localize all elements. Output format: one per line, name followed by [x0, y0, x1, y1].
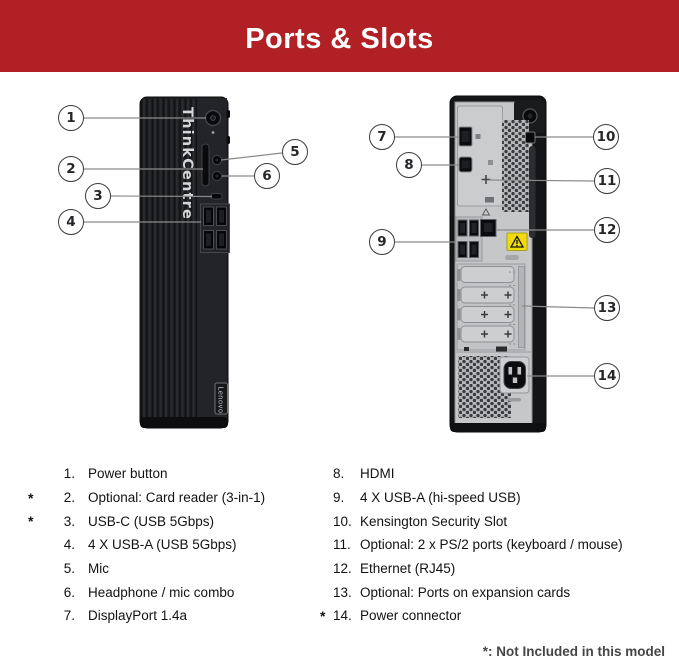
io-shield-plate: [458, 106, 503, 206]
legend-label: Kensington Security Slot: [360, 513, 508, 529]
hdmi-inner: [462, 161, 470, 169]
callout-1-label: 1: [66, 110, 76, 126]
legend-number: 9.: [333, 490, 345, 506]
legend-star: *: [28, 513, 34, 530]
displayport-label-icon: [476, 134, 481, 139]
legend-item-3: [28, 509, 265, 533]
legend-number: 12.: [333, 561, 352, 577]
kensington-security-slot: [526, 132, 536, 143]
card-reader-slot: [202, 144, 209, 186]
legend-number: 4.: [63, 537, 75, 553]
legend-number: 6.: [63, 584, 75, 600]
callout-9-label: 9: [377, 234, 387, 250]
legend-number: 10.: [333, 513, 352, 529]
callout-3: [85, 183, 111, 209]
callout-14-label: 14: [597, 368, 617, 384]
front-base: [140, 417, 228, 428]
callout-11-label: 11: [597, 173, 617, 189]
manual-label-icon: [485, 197, 494, 203]
thinkcentre-logo: ThinkCentre: [179, 107, 195, 221]
callout-13: [594, 295, 620, 321]
legend-number: 7.: [63, 608, 75, 624]
displayport-inner: [462, 131, 470, 142]
legend-item-12: [320, 557, 623, 581]
legend-item-14: [320, 604, 623, 628]
callout-8: [396, 152, 422, 178]
callout-10: [593, 124, 619, 150]
monitor-label-icon: [488, 160, 493, 165]
legend-number: 1.: [63, 466, 75, 482]
callout-14: [594, 363, 620, 389]
power-connector: [500, 357, 529, 393]
legend-label: USB-C (USB 5Gbps): [88, 513, 215, 529]
warning-label-icon: [507, 233, 527, 251]
callout-6: [254, 163, 280, 189]
legend-label: 4 X USB-A (hi-speed USB): [360, 490, 521, 506]
lenovo-badge: [215, 383, 228, 414]
front-smooth-panel: [197, 98, 227, 424]
legend-label: Power button: [88, 466, 168, 482]
callout-6-label: 6: [262, 168, 272, 184]
release-latch: [505, 255, 519, 260]
callout-13-label: 13: [597, 300, 617, 316]
front-edge-nub: [227, 110, 231, 118]
legend-label: Headphone / mic combo: [88, 584, 235, 600]
callout-12-label: 12: [597, 222, 617, 238]
front-tower-illustration: [140, 97, 230, 428]
legend-item-11: [320, 533, 623, 557]
callout-9: [369, 229, 395, 255]
legend-label: 4 X USB-A (USB 5Gbps): [88, 537, 237, 553]
legend-item-6: [28, 580, 265, 604]
rear-vent-grille: [502, 120, 529, 212]
voltage-switch: [496, 347, 507, 352]
rear-usb-a-ports: [456, 217, 482, 261]
rear-tower-illustration: [450, 96, 546, 432]
legend-item-10: [320, 509, 623, 533]
callout-12: [594, 217, 620, 243]
legend-number: 13.: [333, 584, 352, 600]
legend-label: Optional: Card reader (3-in-1): [88, 490, 266, 506]
legend-number: 11.: [333, 537, 351, 553]
legend-item-4: [28, 533, 265, 557]
legend-number: 3.: [63, 513, 75, 529]
callout-4-label: 4: [66, 214, 76, 230]
callout-2-label: 2: [66, 161, 76, 177]
legend-number: 14.: [333, 608, 352, 624]
legend-label: HDMI: [360, 466, 395, 482]
callout-1: [58, 105, 84, 131]
legend-item-5: [28, 557, 265, 581]
callout-2: [58, 156, 84, 182]
power-led-icon: [212, 131, 215, 134]
footnote: *: Not Included in this model: [482, 644, 665, 659]
legend-item-13: [320, 580, 623, 604]
legend-label: Mic: [88, 561, 109, 577]
usb-c-port: [211, 194, 222, 200]
legend-label: DisplayPort 1.4a: [88, 608, 188, 624]
callout-10-label: 10: [596, 129, 616, 145]
legend-label: Optional: Ports on expansion cards: [360, 584, 571, 600]
callout-5: [282, 139, 308, 165]
callout-8-label: 8: [404, 157, 414, 173]
rear-side-slot: [529, 146, 536, 238]
legend-right-column: [320, 462, 623, 628]
callout-5-label: 5: [290, 144, 300, 160]
legend-number: 2.: [63, 490, 75, 506]
expansion-slots: [457, 264, 525, 350]
callout-7-label: 7: [377, 129, 387, 145]
legend-star: *: [28, 489, 34, 506]
thumbscrew-center: [527, 113, 532, 118]
legend-item-7: [28, 604, 265, 628]
legend-number: 8.: [333, 466, 345, 482]
page-title: Ports & Slots: [245, 22, 434, 55]
rear-base: [450, 423, 546, 432]
legend-item-2: [28, 486, 265, 510]
legend-item-9: [320, 486, 623, 510]
legend-item-1: [28, 462, 265, 486]
callout-11: [594, 168, 620, 194]
headphone-jack-hole: [216, 175, 219, 178]
callout-3-label: 3: [93, 188, 103, 204]
callout-4: [58, 209, 84, 235]
front-usb-a-ports: [201, 204, 230, 253]
mic-jack-hole: [216, 159, 219, 162]
psu-mark: [508, 398, 521, 402]
legend-left-column: [28, 462, 265, 628]
panel-mark: [464, 347, 469, 351]
legend-number: 5.: [63, 561, 75, 577]
callout-7: [369, 124, 395, 150]
legend-item-8: [320, 462, 623, 486]
legend-label: Optional: 2 x PS/2 ports (keyboard / mouse): [360, 537, 623, 553]
legend-star: *: [320, 607, 326, 624]
front-edge-nub: [227, 136, 231, 144]
ethernet-inner: [484, 223, 493, 232]
lenovo-badge-label: Lenovo: [216, 386, 225, 414]
power-button-center: [211, 116, 216, 121]
legend-label: Power connector: [360, 608, 462, 624]
legend-label: Ethernet (RJ45): [360, 561, 456, 577]
